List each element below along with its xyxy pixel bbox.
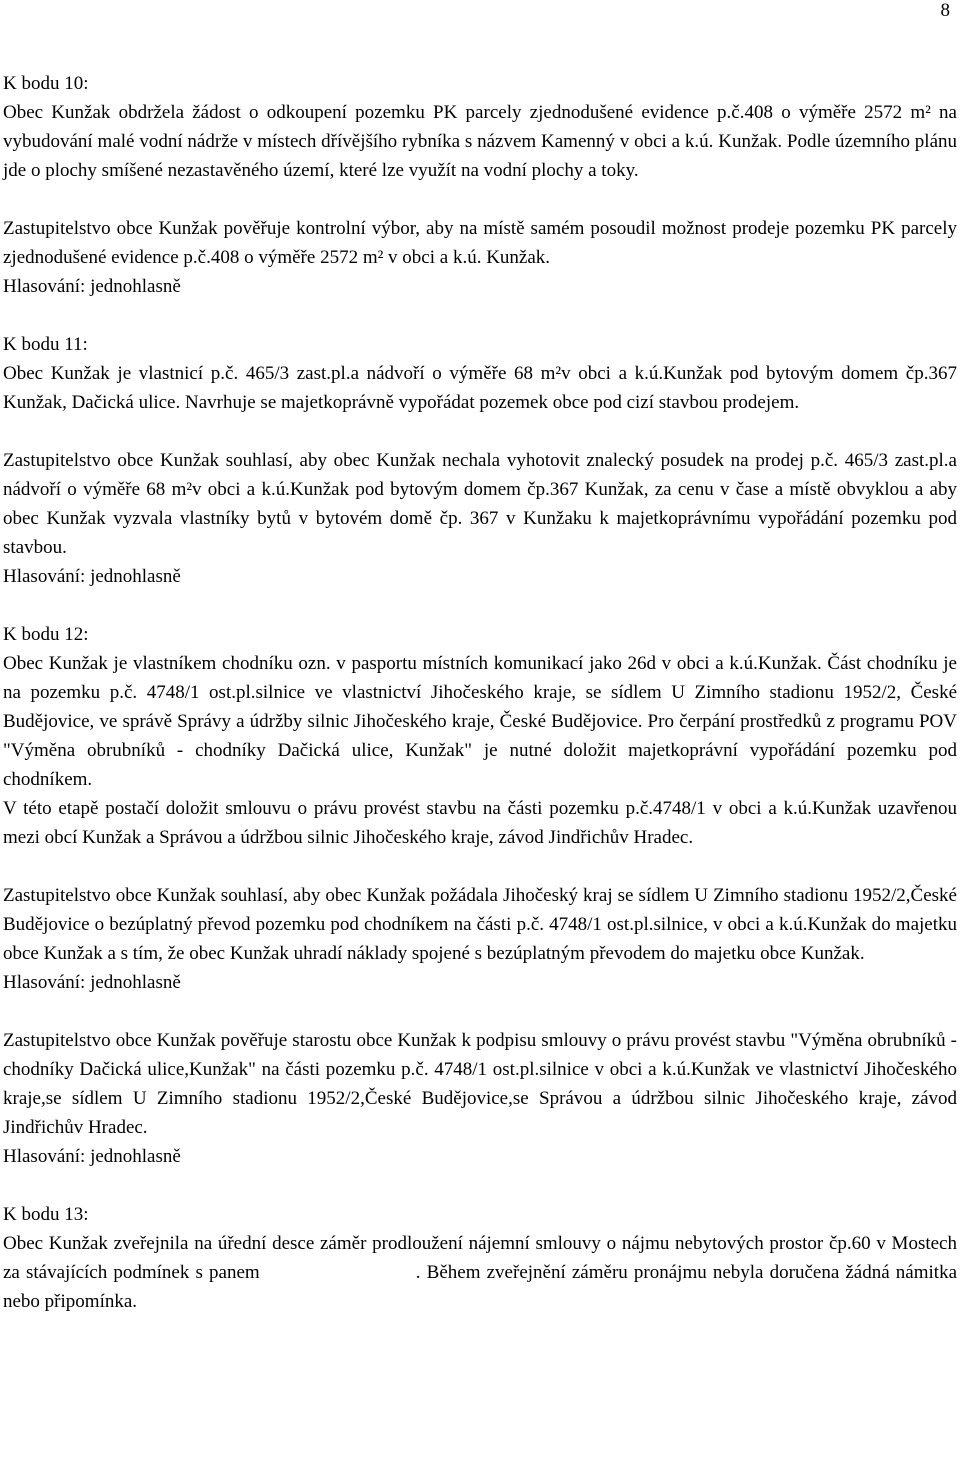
document-body xyxy=(3,69,957,1316)
page-number: 8 xyxy=(940,0,950,21)
item-12-paragraph-4: Zastupitelstvo obce Kunžak pověřuje starostu obce Kunžak k podpisu smlouvy o právu provést stavbu "Výměna obrubníků -chodníky Dačická ulice,Kunžak" na části pozemku p.č. 4748/1 ost.pl.silnice v obci a k.ú.Kunžak ve vlastnictví Jihočeského kraje,se sídlem U Zimního stadionu 1952/2,České Budějovice,se Správou a údržbou silnic Jihočeského kraje, závod Jindřichův Hradec. xyxy=(3,1030,957,1138)
item-11-section xyxy=(3,330,957,591)
item-13-text-start: Obec Kunžak zveřejnila na úřední desce záměr prodloužení nájemní smlouvy o nájmu nebytových prostor čp.60 v Mostech za stávajících podmínek s panem xyxy=(3,1233,957,1283)
item-10-paragraph-1: Obec Kunžak obdržela žádost o odkoupení pozemku PK parcely zjednodušené evidence p.č.408 o výměře 2572 m² na vybudování malé vodní nádrže v místech dřívějšího rybníka s názvem Kamenný v obci a k.ú. Kunžak. Podle územního plánu jde o plochy smíšené nezastavěného území, které lze využít na vodní plochy a toky. xyxy=(3,102,957,181)
item-10-paragraph-2: Zastupitelstvo obce Kunžak pověřuje kontrolní výbor, aby na místě samém posoudil možnost prodeje pozemku PK parcely zjednodušené evidence p.č.408 o výměře 2572 m² v obci a k.ú. Kunžak. xyxy=(3,218,957,268)
item-13-section xyxy=(3,1200,957,1316)
item-10-heading: K bodu 10: xyxy=(3,73,89,94)
item-11-heading: K bodu 11: xyxy=(3,334,88,355)
item-12-paragraph-1: Obec Kunžak je vlastníkem chodníku ozn. v pasportu místních komunikací jako 26d v obci a k.ú.Kunžak. Část chodníku je na pozemku p.č. 4748/1 ost.pl.silnice ve vlastnictví Jihočeského kraje, se sídlem U Zimního stadionu 1952/2, České Budějovice, ve správě Správy a údržby silnic Jihočeského kraje, České Budějovice. Pro čerpání prostředků z programu POV "Výměna obrubníků - chodníky Dačická ulice, Kunžak" je nutné doložit majetkoprávní vypořádání pozemku pod chodníkem. xyxy=(3,653,957,790)
item-13-text-end: . Během zveřejnění záměru pronájmu nebyla doručena žádná námitka nebo připomínka. xyxy=(3,1262,958,1312)
item-12-vote-2: Hlasování: jednohlasně xyxy=(3,1146,181,1167)
item-11-paragraph-1: Obec Kunžak je vlastnicí p.č. 465/3 zast.pl.a nádvoří o výměře 68 m²v obci a k.ú.Kunžak pod bytovým domem čp.367 Kunžak, Dačická ulice. Navrhuje se majetkoprávně vypořádat pozemek obce pod cizí stavbou prodejem. xyxy=(3,363,957,413)
item-12-paragraph-3: Zastupitelstvo obce Kunžak souhlasí, aby obec Kunžak požádala Jihočeský kraj se sídlem U Zimního stadionu 1952/2,České Budějovice o bezúplatný převod pozemku pod chodníkem na části p.č. 4748/1 ost.pl.silnice, v obci a k.ú.Kunžak do majetku obce Kunžak a s tím, že obec Kunžak uhradí náklady spojené s bezúplatným převodem do majetku obce Kunžak. xyxy=(3,885,957,964)
item-13-heading: K bodu 13: xyxy=(3,1204,89,1225)
item-10-section xyxy=(3,69,957,301)
item-13-paragraph xyxy=(3,1229,957,1316)
item-10-vote: Hlasování: jednohlasně xyxy=(3,276,181,297)
item-11-paragraph-2: Zastupitelstvo obce Kunžak souhlasí, aby obec Kunžak nechala vyhotovit znalecký posudek na prodej p.č. 465/3 zast.pl.a nádvoří o výměře 68 m²v obci a k.ú.Kunžak pod bytovým domem čp.367 Kunžak, za cenu v čase a místě obvyklou a aby obec Kunžak vyzvala vlastníky bytů v bytovém domě čp. 367 v Kunžaku k majetkoprávnímu vypořádání pozemku pod stavbou. xyxy=(3,450,957,558)
item-12-heading: K bodu 12: xyxy=(3,624,89,645)
item-12-section xyxy=(3,620,957,1171)
item-11-vote: Hlasování: jednohlasně xyxy=(3,566,181,587)
item-12-vote-1: Hlasování: jednohlasně xyxy=(3,972,181,993)
item-12-paragraph-2: V této etapě postačí doložit smlouvu o právu provést stavbu na části pozemku p.č.4748/1 v obci a k.ú.Kunžak uzavřenou mezi obcí Kunžak a Správou a údržbou silnic Jihočeského kraje, závod Jindřichův Hradec. xyxy=(3,798,957,848)
